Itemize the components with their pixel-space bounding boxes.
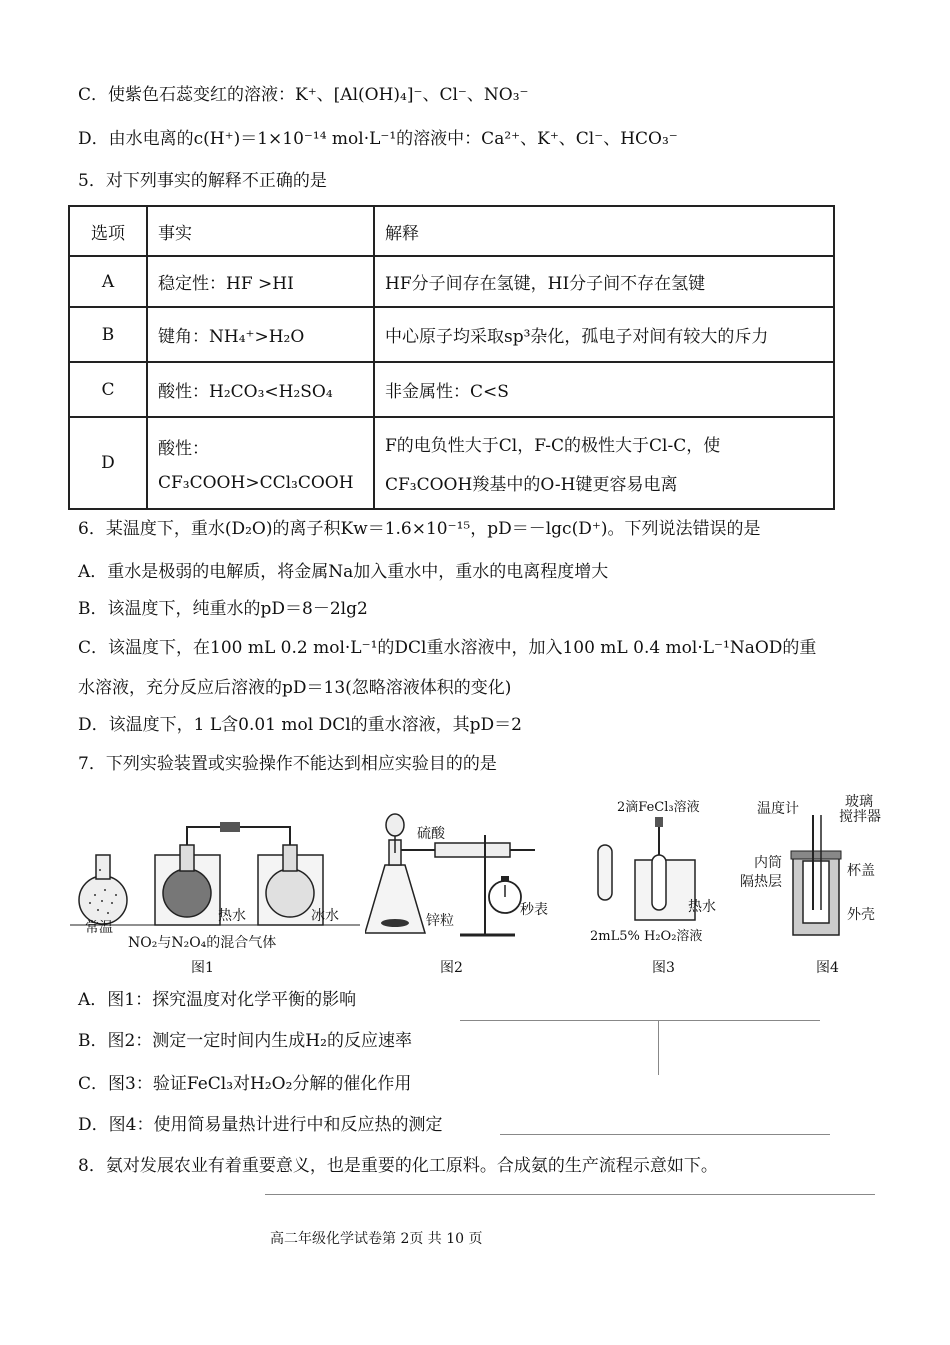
fact-cell: 稳定性：HF >HI xyxy=(147,256,374,307)
explain-cell: 非金属性：C<S xyxy=(374,362,834,417)
option-cell: D xyxy=(69,417,147,509)
fig2-label-watch: 秒表 xyxy=(520,902,548,918)
fact-line: 酸性： xyxy=(158,438,209,459)
q5-table xyxy=(68,205,835,510)
q6-option-c-line2: 水溶液，充分反应后溶液的pD＝13(忽略溶液体积的变化) xyxy=(78,678,512,698)
option-cell: C xyxy=(69,362,147,417)
fact-line: CF₃COOH>CCl₃COOH xyxy=(158,472,354,493)
q6-option-c-line1: C．该温度下，在100 mL 0.2 mol·L⁻¹的DCl重水溶液中，加入100 mL 0.4 mol·L⁻¹NaOD的重 xyxy=(78,638,817,658)
page-footer: 高二年级化学试卷第 2页 共 10 页 xyxy=(270,1231,483,1247)
fig2-caption: 图2 xyxy=(440,960,463,976)
fig2-label-acid: 硫酸 xyxy=(417,826,445,842)
explain-line: F的电负性大于Cl，F-C的极性大于Cl-C，使 xyxy=(385,436,721,456)
q7-option-b: B．图2：测定一定时间内生成H₂的反应速率 xyxy=(78,1031,412,1051)
fig3-caption: 图3 xyxy=(652,960,675,976)
fig2-label-zinc: 锌粒 xyxy=(426,913,454,929)
fig3-label-drops: 2滴FeCl₃溶液 xyxy=(617,800,700,815)
fig1-caption: 图1 xyxy=(191,960,214,976)
table-row xyxy=(69,417,834,509)
fig4-label-lid: 杯盖 xyxy=(847,863,875,879)
table-header: 事实 xyxy=(147,206,374,256)
fig4-label-stirrer-1: 玻璃 xyxy=(845,794,873,810)
figure-3-diagram xyxy=(590,815,730,935)
q7-option-a: A．图1：探究温度对化学平衡的影响 xyxy=(78,990,357,1010)
q6-option-d: D．该温度下，1 L含0.01 mol DCl的重水溶液，其pD＝2 xyxy=(78,715,522,735)
fig1-label-gas: NO₂与N₂O₄的混合气体 xyxy=(128,935,277,951)
explain-line: CF₃COOH羧基中的O-H键更容易电离 xyxy=(385,475,678,495)
fig4-label-insul: 隔热层 xyxy=(740,874,782,890)
fig3-label-h2o2: 2mL5% H₂O₂溶液 xyxy=(590,929,703,944)
figure-4-diagram xyxy=(785,815,845,945)
scan-rule xyxy=(500,1134,830,1135)
scan-rule xyxy=(460,1020,820,1021)
fig4-label-stirrer-2: 搅拌器 xyxy=(839,809,881,825)
q6-option-b: B．该温度下，纯重水的pD＝8－2lg2 xyxy=(78,599,368,619)
fig1-label-changwen: 常温 xyxy=(85,920,113,936)
q7-stem: 7．下列实验装置或实验操作不能达到相应实验目的的是 xyxy=(78,754,497,774)
q7-option-c: C．图3：验证FeCl₃对H₂O₂分解的催化作用 xyxy=(78,1074,412,1094)
figure-1-diagram xyxy=(70,815,360,950)
table-row xyxy=(69,256,834,307)
fig1-label-reshui: 热水 xyxy=(218,908,246,924)
q5-stem: 5．对下列事实的解释不正确的是 xyxy=(78,171,327,191)
table-header: 选项 xyxy=(69,206,147,256)
q6-option-a: A．重水是极弱的电解质，将金属Na加入重水中，重水的电离程度增大 xyxy=(78,562,609,582)
table-row xyxy=(69,362,834,417)
explain-cell xyxy=(374,417,834,509)
q4-option-d: D．由水电离的c(H⁺)＝1×10⁻¹⁴ mol·L⁻¹的溶液中：Ca²⁺、K⁺、Cl⁻、HCO₃⁻ xyxy=(78,129,678,149)
fig4-label-inner: 内筒 xyxy=(754,855,782,871)
figure-2-diagram xyxy=(365,805,555,945)
option-cell: B xyxy=(69,307,147,362)
table-header-row xyxy=(69,206,834,256)
option-cell: A xyxy=(69,256,147,307)
fig4-caption: 图4 xyxy=(816,960,839,976)
fig4-label-shell: 外壳 xyxy=(847,907,875,923)
q6-stem: 6．某温度下，重水(D₂O)的离子积Kw＝1.6×10⁻¹⁵，pD＝－lgc(D⁺)。下列说法错误的是 xyxy=(78,519,761,539)
fact-cell xyxy=(147,417,374,509)
q7-option-d: D．图4：使用简易量热计进行中和反应热的测定 xyxy=(78,1115,443,1135)
fig1-label-bingshui: 冰水 xyxy=(311,908,339,924)
scan-rule xyxy=(658,1020,659,1075)
fact-cell: 键角：NH₄⁺>H₂O xyxy=(147,307,374,362)
fig3-label-hot: 热水 xyxy=(688,899,716,915)
q4-option-c: C．使紫色石蕊变红的溶液：K⁺、[Al(OH)₄]⁻、Cl⁻、NO₃⁻ xyxy=(78,85,529,105)
fig4-label-thermo: 温度计 xyxy=(757,801,799,817)
explain-cell: 中心原子均采取sp³杂化，孤电子对间有较大的斥力 xyxy=(374,307,834,362)
q8-stem: 8．氨对发展农业有着重要意义，也是重要的化工原料。合成氨的生产流程示意如下。 xyxy=(78,1156,718,1176)
table-header: 解释 xyxy=(374,206,834,256)
explain-cell: HF分子间存在氢键，HI分子间不存在氢键 xyxy=(374,256,834,307)
scan-rule xyxy=(265,1194,875,1195)
fact-cell: 酸性：H₂CO₃<H₂SO₄ xyxy=(147,362,374,417)
table-row xyxy=(69,307,834,362)
